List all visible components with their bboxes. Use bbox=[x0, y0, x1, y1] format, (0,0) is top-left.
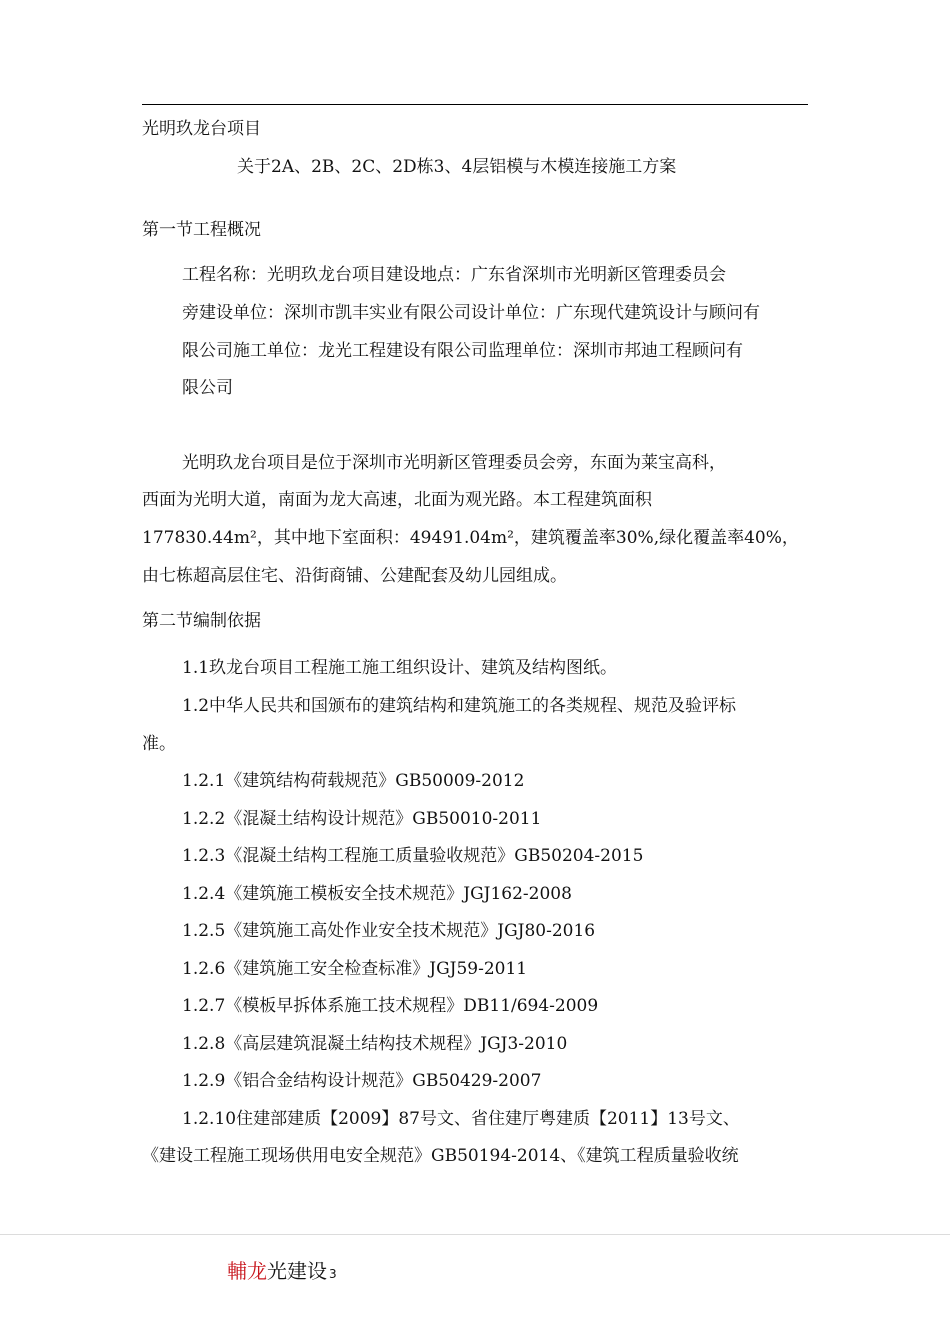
code-item: 1.2.6《建筑施工安全检查标准》JGJ59-2011 bbox=[182, 959, 528, 979]
info-line-4: 限公司 bbox=[182, 378, 233, 398]
header-rule bbox=[142, 104, 808, 105]
footer-brand-red: 輔龙 bbox=[227, 1259, 267, 1283]
code-item: 1.2.9《铝合金结构设计规范》GB50429-2007 bbox=[182, 1071, 542, 1091]
footer-brand-black: 光建设 bbox=[267, 1259, 327, 1283]
desc-line-4: 由七栋超高层住宅、沿街商铺、公建配套及幼儿园组成。 bbox=[142, 566, 567, 586]
desc-line-2: 西面为光明大道，南面为龙大高速，北面为观光路。本工程建筑面积 bbox=[142, 490, 652, 510]
desc-line-1: 光明玖龙台项目是位于深圳市光明新区管理委员会旁，东面为莱宝高科， bbox=[182, 453, 726, 473]
info-line-3: 限公司施工单位：龙光工程建设有限公司监理单位：深圳市邦迪工程顾问有 bbox=[182, 341, 743, 361]
code-item: 1.2.7《模板早拆体系施工技术规程》DB11/694-2009 bbox=[182, 996, 599, 1016]
desc-line-3: 177830.44m²，其中地下室面积：49491.04m²，建筑覆盖率30%,绿化覆盖率40%， bbox=[142, 528, 799, 548]
code-item: 1.2.3《混凝土结构工程施工质量验收规范》GB50204-2015 bbox=[182, 846, 644, 866]
footer-brand bbox=[227, 1255, 337, 1284]
project-name: 光明玖龙台项目 bbox=[142, 119, 261, 139]
code-item: 1.2.2《混凝土结构设计规范》GB50010-2011 bbox=[182, 809, 542, 829]
basis-item-1-2-cont: 准。 bbox=[142, 734, 176, 754]
info-line-1: 工程名称：光明玖龙台项目建设地点：广东省深圳市光明新区管理委员会 bbox=[182, 265, 726, 285]
code-item: 1.2.5《建筑施工高处作业安全技术规范》JGJ80-2016 bbox=[182, 921, 596, 941]
code-item: 1.2.8《高层建筑混凝土结构技术规程》JGJ3-2010 bbox=[182, 1034, 568, 1054]
footer-rule bbox=[0, 1234, 950, 1235]
basis-item-1-2-10-cont: 《建设工程施工现场供用电安全规范》GB50194-2014、《建筑工程质量验收统 bbox=[142, 1146, 739, 1166]
section-2-heading: 第二节编制依据 bbox=[142, 611, 261, 631]
code-item: 1.2.4《建筑施工模板安全技术规范》JGJ162-2008 bbox=[182, 884, 572, 904]
basis-item-1-2: 1.2中华人民共和国颁布的建筑结构和建筑施工的各类规程、规范及验评标 bbox=[182, 696, 737, 716]
basis-item-1-1: 1.1玖龙台项目工程施工施工组织设计、建筑及结构图纸。 bbox=[182, 658, 618, 678]
page-number: 3 bbox=[329, 1267, 337, 1281]
info-line-2: 旁建设单位：深圳市凯丰实业有限公司设计单位：广东现代建筑设计与顾问有 bbox=[182, 303, 760, 323]
section-1-heading: 第一节工程概况 bbox=[142, 220, 261, 240]
basis-item-1-2-10: 1.2.10住建部建质【2009】87号文、省住建厅粤建质【2011】13号文、 bbox=[182, 1109, 740, 1129]
document-title: 关于2A、2B、2C、2D栋3、4层铝模与木模连接施工方案 bbox=[237, 157, 677, 177]
code-item: 1.2.1《建筑结构荷载规范》GB50009-2012 bbox=[182, 771, 525, 791]
